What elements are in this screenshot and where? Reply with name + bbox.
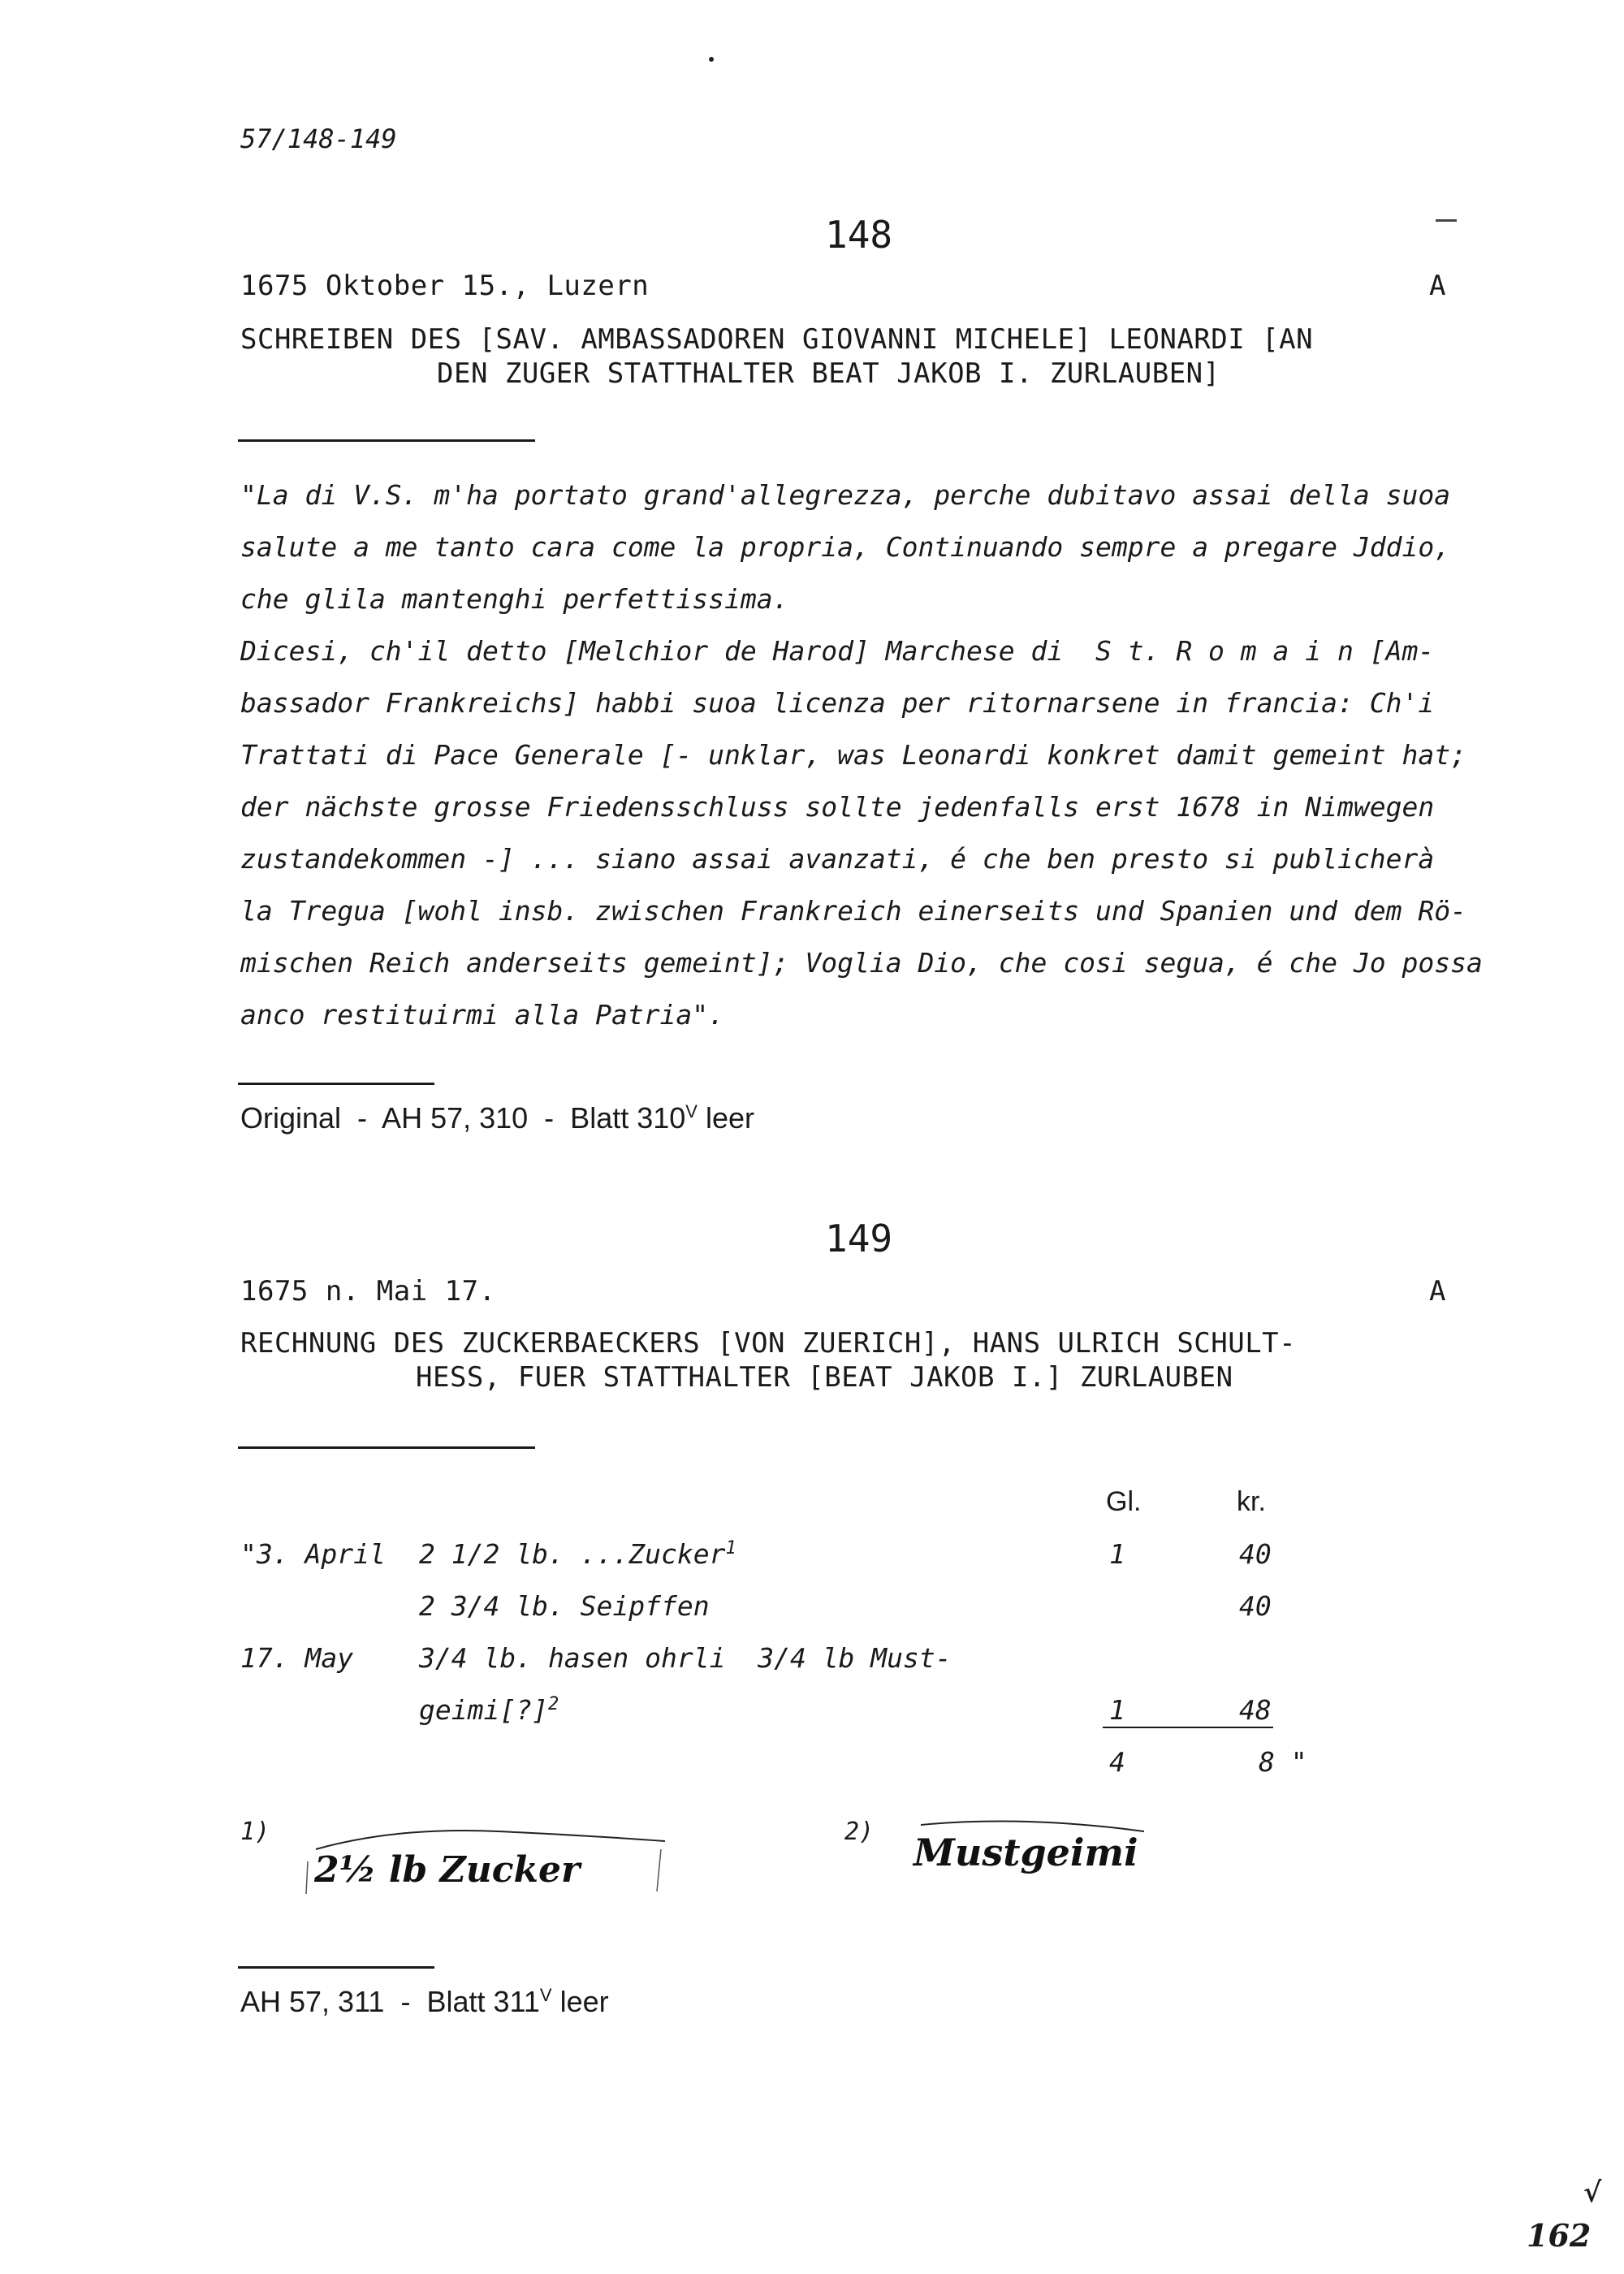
doc148-text-line: "La di V.S. m'ha portato grand'allegrezza, perche dubitavo assai della suoa — [240, 479, 1451, 511]
svg-text:Mustgeimi: Mustgeimi — [914, 1831, 1138, 1874]
title-rule — [238, 1446, 535, 1449]
doc148-title-line1: SCHREIBEN DES [SAV. AMBASSADOREN GIOVANNI MICHELE] LEONARDI [AN — [240, 323, 1314, 356]
doc148-text-line: che glila mantenghi perfettissima. — [240, 583, 789, 615]
verso-mark: V — [539, 1985, 552, 2005]
stray-dot — [709, 57, 714, 62]
doc148-text-line: salute a me tanto cara come la propria, Continuando sempre a pregare Jddio, — [240, 531, 1451, 563]
document-number-148: 148 — [825, 213, 893, 257]
doc148-text-line: anco restituirmi alla Patria". — [240, 999, 725, 1031]
doc148-text-line: la Tregua [wohl insb. zwischen Frankreich einerseits und Spanien und dem Rö- — [240, 895, 1466, 927]
doc148-source — [240, 1101, 754, 1135]
archive-reference: 57/148-149 — [240, 123, 397, 154]
doc148-grade: A — [1429, 270, 1446, 302]
entry-item-text: 2 1/2 lb. ...Zucker — [419, 1538, 726, 1570]
margin-page-note: 162 — [1527, 2217, 1592, 2254]
source-text-end: leer — [697, 1101, 754, 1135]
document-number-149: 149 — [825, 1217, 893, 1260]
handwritten-footnote-1 — [284, 1801, 658, 1891]
entry-gl: 1 — [1109, 1538, 1125, 1570]
doc148-text-line: Trattati di Pace Generale [- unklar, was Leonardi konkret damit gemeint hat; — [240, 739, 1466, 771]
title-rule — [238, 439, 535, 442]
doc148-text-line: der nächste grosse Friedensschluss sollte jedenfalls erst 1678 in Nimwegen — [240, 791, 1435, 823]
svg-text:2½ lb Zucker: 2½ lb Zucker — [314, 1849, 581, 1891]
entry-item: 2 3/4 lb. Seipffen — [419, 1590, 710, 1622]
margin-dash-mark — [1436, 219, 1457, 222]
doc148-text-line: zustandekommen -] ... siano assai avanzati, é che ben presto si publicherà — [240, 843, 1435, 875]
doc148-text-line: mischen Reich anderseits gemeint]; Voglia Dio, che cosi segua, é che Jo possa — [240, 947, 1483, 979]
doc149-title-line2: HESS, FUER STATTHALTER [BEAT JAKOB I.] ZURLAUBEN — [416, 1361, 1233, 1394]
source-text: AH 57, 311 - Blatt 311 — [240, 1985, 540, 2018]
check-mark: √ — [1583, 2177, 1602, 2209]
entry-kr: 48 — [1239, 1694, 1272, 1726]
handwritten-footnote-2 — [885, 1795, 1161, 1876]
handwriting-2-image — [901, 1810, 1177, 1891]
doc149-date-place: 1675 n. Mai 17. — [240, 1275, 496, 1308]
total-kr: 8 " — [1259, 1746, 1307, 1778]
entry-date: 17. May — [240, 1642, 354, 1674]
source-text: Original - AH 57, 310 - Blatt 310 — [240, 1101, 686, 1135]
handwriting-1-image — [300, 1817, 673, 1898]
entry-date: "3. April — [240, 1538, 386, 1570]
doc148-title-line2: DEN ZUGER STATTHALTER BEAT JAKOB I. ZURLAUBEN] — [437, 357, 1220, 390]
entry-gl: 1 — [1109, 1694, 1125, 1726]
entry-item: 3/4 lb. hasen ohrli 3/4 lb Must- — [419, 1642, 952, 1674]
column-header-gl: Gl. — [1106, 1486, 1142, 1517]
doc148-text-line: Dicesi, ch'il detto [Melchior de Harod] Marchese di S t. R o m a i n [Am- — [240, 635, 1435, 667]
footnote-ref: 1 — [725, 1538, 736, 1559]
source-rule — [238, 1083, 434, 1085]
source-rule — [238, 1966, 434, 1969]
total-gl: 4 — [1109, 1746, 1125, 1778]
doc149-grade: A — [1429, 1275, 1446, 1308]
entry-item-text: geimi[?] — [419, 1694, 548, 1726]
footnote-ref: 2 — [547, 1694, 559, 1714]
footnote-1-label: 1) — [240, 1818, 270, 1846]
entry-kr: 40 — [1239, 1538, 1272, 1570]
entry-kr: 40 — [1239, 1590, 1272, 1622]
column-header-kr: kr. — [1237, 1486, 1266, 1517]
entry-item — [419, 1538, 736, 1570]
verso-mark: V — [685, 1101, 698, 1122]
doc149-source — [240, 1985, 609, 2019]
doc148-text-line: bassador Frankreichs] habbi suoa licenza per ritornarsene in francia: Ch'i — [240, 687, 1435, 719]
footnote-2-label: 2) — [844, 1818, 875, 1846]
doc148-date-place: 1675 Oktober 15., Luzern — [240, 270, 650, 302]
doc149-title-line1: RECHNUNG DES ZUCKERBAECKERS [VON ZUERICH], HANS ULRICH SCHULT- — [240, 1327, 1297, 1360]
sum-rule — [1103, 1727, 1273, 1728]
entry-item — [419, 1694, 559, 1726]
source-text-end: leer — [551, 1985, 609, 2018]
